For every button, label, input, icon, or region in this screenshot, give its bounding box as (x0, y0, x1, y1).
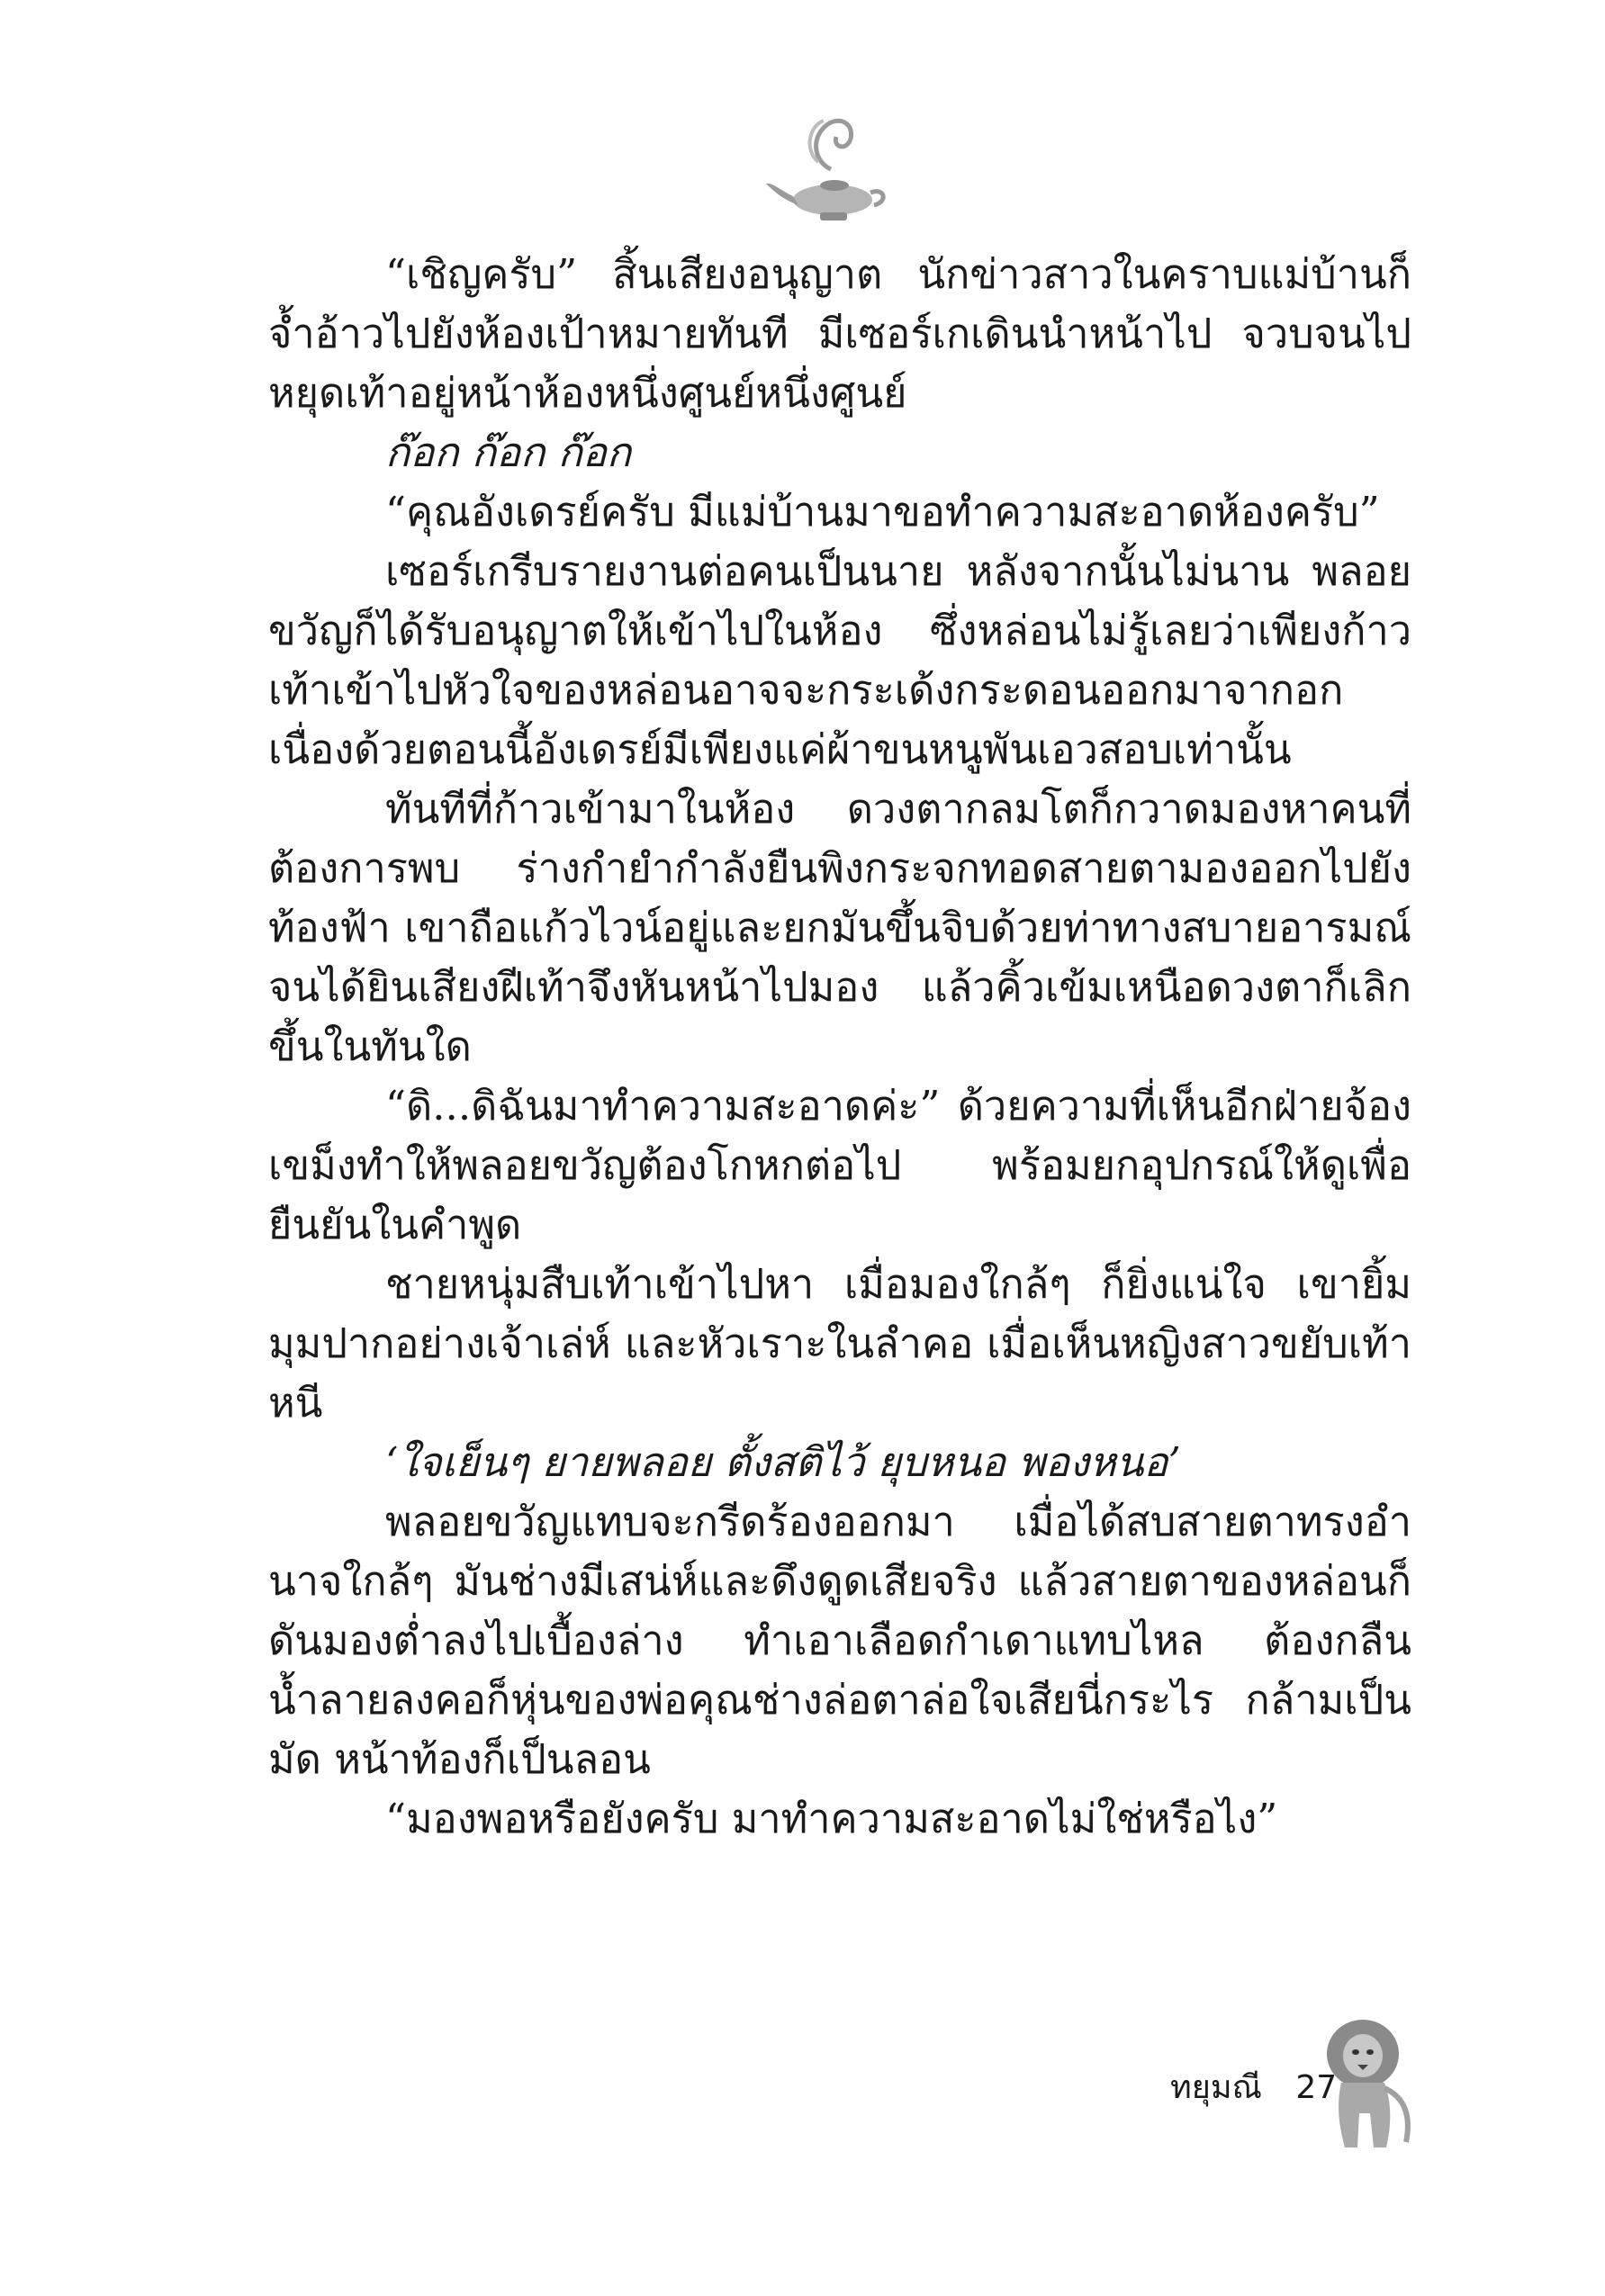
paragraph: “เชิญครับ” สิ้นเสียงอนุญาต นักข่าวสาวในคราบแม่บ้านก็จ้ำอ้าวไปยังห้องเป้าหมายทันที มีเซอร์เกเดินนำหน้าไป จวบจนไปหยุดเท้าอยู่หน้าห้องหนึ่งศูนย์หนึ่งศูนย์ (268, 250, 1411, 417)
paragraph: “คุณอังเดรย์ครับ มีแม่บ้านมาขอทำความสะอาดห้องครับ” (385, 488, 1380, 536)
page-number: 27 (1295, 2069, 1338, 2106)
body-text (268, 245, 1411, 1849)
book-title: ทยุมณี (1170, 2069, 1262, 2106)
paragraph: ชายหนุ่มสืบเท้าเข้าไปหา เมื่อมองใกล้ๆ ก็ยิ่งแน่ใจ เขายิ้มมุมปากอย่างเจ้าเล่ห์ และหัวเราะในลำคอ เมื่อเห็นหญิงสาวขยับเท้าหนี (268, 1260, 1411, 1427)
paragraph: “ดิ...ดิฉันมาทำความสะอาดค่ะ” ด้วยความที่เห็นอีกฝ่ายจ้องเขม็งทำให้พลอยขวัญต้องโกหกต่อไป พร้อมยกอุปกรณ์ให้ดูเพื่อยืนยันในคำพูด (268, 1082, 1411, 1248)
paragraph: ‘ใจเย็นๆ ยายพลอย ตั้งสติไว้ ยุบหนอ พองหนอ’ (385, 1438, 1181, 1486)
paragraph: ก๊อก ก๊อก ก๊อก (385, 428, 632, 476)
paragraph: เซอร์เกรีบรายงานต่อคนเป็นนาย หลังจากนั้นไม่นาน พลอยขวัญก็ได้รับอนุญาตให้เข้าไปในห้อง ซึ่งหล่อนไม่รู้เลยว่าเพียงก้าวเท้าเข้าไปหัวใจของหล่อนอาจจะกระเด้งกระดอนออกมาจากอก เนื่องด้วยตอนนี้อังเดรย์มีเพียงแค่ผ้าขนหนูพันเอวสอบเท่านั้น (268, 547, 1411, 773)
paragraph: ทันทีที่ก้าวเข้ามาในห้อง ดวงตากลมโตก็กวาดมองหาคนที่ต้องการพบ ร่างกำยำกำลังยืนพิงกระจกทอดสายตามองออกไปยังท้องฟ้า เขาถือแก้วไวน์อยู่และยกมันขึ้นจิบด้วยท่าทางสบายอารมณ์จนได้ยินเสียงฝีเท้าจึงหันหน้าไปมอง แล้วคิ้วเข้มเหนือดวงตาก็เลิกขึ้นในทันใด (268, 785, 1411, 1070)
paragraph: พลอยขวัญแทบจะกรีดร้องออกมา เมื่อได้สบสายตาทรงอำนาจใกล้ๆ มันช่างมีเสน่ห์และดึงดูดเสียจริง แล้วสายตาของหล่อนก็ดันมองต่ำลงไปเบื้องล่าง ทำเอาเลือดกำเดาแทบไหล ต้องกลืนน้ำลายลงคอก็หุ่นของพ่อคุณช่างล่อตาล่อใจเสียนี่กระไร กล้ามเป็นมัด หน้าท้องก็เป็นลอน (268, 1498, 1411, 1783)
magic-lamp-icon (761, 99, 896, 234)
paragraph: “มองพอหรือยังครับ มาทำความสะอาดไม่ใช่หรือไง” (385, 1795, 1278, 1842)
lion-icon (1305, 2016, 1431, 2151)
